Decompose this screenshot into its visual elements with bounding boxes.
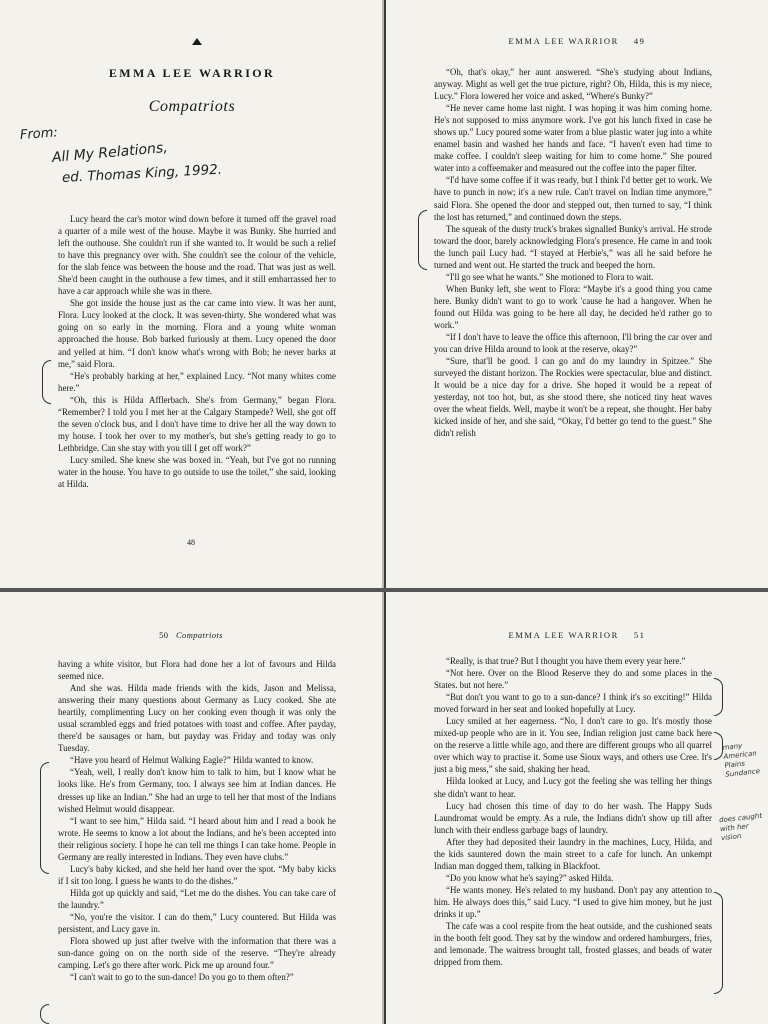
paragraph: “Yeah, well, I really don't know him to talk to him, but I know what he looks like. He's from Germany, too. I always see him at Indian dances. He dresses up like an Indian.” She had an urge to tell her that most of the Indians wished Helmut would disappear. (58, 767, 336, 814)
paragraph: “Have you heard of Helmut Walking Eagle?” Hilda wanted to know. (70, 755, 314, 766)
page-number: 50 (159, 630, 169, 640)
page-51-body (434, 655, 712, 968)
paragraph: “Oh, that's okay,” her aunt answered. “She's studying about Indians, anyway. Might as well get the true picture, right? Oh, Hilda, this is my niece, Lucy.” Flora lowered her voice and asked, “Where's Bunky?” (434, 67, 712, 102)
chapter-ornament (192, 38, 202, 45)
page-50-body (58, 658, 336, 983)
paragraph: Lucy smiled at her eagerness. “No, I don't care to go. It's mostly those mixed-up people who are in it. You see, Indian religion just came back here on the reserve a little while ago, and there are different groups who all quarrel over which way to practise it. Some use Sioux ways, and others use Cree. It's just a big mess,” she said, shaking her head. (434, 716, 712, 775)
paragraph: “I can't wait to go to the sun-dance! Do you go to them often?” (70, 972, 294, 983)
paragraph: “No, you're the visitor. I can do them,” Lucy countered. But Hilda was persistent, and Lucy gave in. (58, 911, 336, 935)
paragraph: Lucy had chosen this time of day to do her wash. The Happy Suds Laundromat would be empty. As a rule, the Indians didn't show up till after lunch with their endless garbage bags of laundry. (434, 800, 712, 835)
page-49 (386, 0, 768, 588)
paragraph: Hilda got up quickly and said, “Let me do the dishes. You can take care of the laundry.” (58, 887, 336, 910)
running-head (386, 630, 768, 640)
margin-bracket (42, 360, 51, 404)
margin-bracket (40, 1004, 49, 1024)
paragraph: “I'll go see what he wants.” She motioned to Flora to wait. (446, 271, 654, 282)
running-head-title: Compatriots (175, 630, 223, 640)
running-head-author: EMMA LEE WARRIOR (508, 36, 619, 46)
paragraph: “He never came home last night. I was hoping it was him coming home. He's not supposed to miss anymore work. I've got his lunch fixed in case he shows up.” Lucy poured some water from a blue plastic water jug into a white enamel basin and washed her hands and face. “I haven't even had time to make coffee. I couldn't sleep waiting for him to come home.” She poured water into a coffeemaker and measured out the coffee into the paper filter. (434, 103, 712, 174)
paragraph: “Do you know what he's saying?” asked Hilda. (446, 872, 614, 883)
paragraph: “I want to see him,” Hilda said. “I heard about him and I read a book he wrote. He seems to know a lot about the Indians, and he's been accepted into their religious society. I hope he can tell me things I can take home. People in Germany are really interested in Indians. They even have clubs.” (58, 815, 336, 862)
paragraph: Lucy heard the car's motor wind down before it turned off the gravel road a quarter of a mile west of the house. Maybe it was Bunky. She hurried and left the outhouse. She couldn't run if she wanted to. It would be such a relief to have this pregnancy over with. She couldn't see the colour of the vehicle, for the slab fence was between the house and the road. That was just as well. She'd been caught in the outhouse a few times, and it still embarrassed her to have a car approach while she was in there. (58, 214, 336, 297)
margin-bracket (418, 210, 427, 270)
page-48-body (58, 213, 336, 490)
paragraph: The cafe was a cool respite from the heat outside, and the cushioned seats in the booth felt good. They sat by the window and ordered hamburgers, fries, and lemonade. The waitress brought tall, frosted glasses, and beads of water dripped from them. (434, 921, 712, 968)
running-head (386, 36, 768, 46)
paragraph: And she was. Hilda made friends with the kids, Jason and Melissa, answering their many questions about Germany as Lucy cooked. She ate heartily, complimenting Lucy on her cooking even though it was only the usual scrambled eggs and fried potatoes with toast and coffee. After payday, there'd be sausages or ham, but payday was Friday and today was only Tuesday. (58, 683, 336, 754)
page-folio: 48 (187, 538, 195, 547)
paragraph: Lucy smiled. She knew she was boxed in. “Yeah, but I've got no running water in the house. You have to go outside to use the toilet,” she said, looking at Hilda. (58, 454, 336, 490)
paragraph: After they had deposited their laundry in the machines, Lucy, Hilda, and the kids sauntered down the main street to a cafe for lunch. An unkempt Indian man dogged them, talking in Blackfoot. (434, 836, 712, 871)
author-name: EMMA LEE WARRIOR (108, 66, 276, 80)
handwritten-source-title: All My Relations, (51, 139, 169, 166)
page-49-body (434, 66, 712, 439)
paragraph: “He's probably barking at her,” explained Lucy. “Not many whites come here.” (58, 370, 336, 393)
handwritten-from: From: (19, 125, 59, 143)
paragraph: “Not here. Over on the Blood Reserve they do and some places in the States. but not here.” (434, 668, 712, 691)
paragraph: “If I don't have to leave the office this afternoon, I'll bring the car over and you can drive Hilda around to look at the reserve, okay?” (434, 332, 712, 355)
paragraph: When Bunky left, she went to Flora: “Maybe it's a good thing you came here. Bunky didn't want to go to work 'cause he had a hangover. When he found out Hilda was going to be here all day, he decided he'd rather go to work.” (434, 283, 712, 330)
margin-note: many American Plains Sundance (722, 741, 761, 779)
paragraph: The squeak of the dusty truck's brakes signalled Bunky's arrival. He strode toward the door, barely acknowledging Flora's presence. He came in and took the lunch pail Lucy had. “I stayed at Herbie's,” was all he said before he turned and went out. He started the truck and beeped the horn. (434, 223, 712, 270)
paragraph: having a white visitor, but Flora had done her a lot of favours and Hilda seemed nice. (58, 659, 336, 682)
paragraph: “He wants money. He's related to my husband. Don't pay any attention to him. He always does this,” said Lucy. “I used to give him money, but he just drinks it up.” (434, 884, 712, 919)
page-51 (386, 592, 768, 1024)
story-title: Compatriots (148, 98, 236, 115)
paragraph: “I'd have some coffee if it was ready, but I think I'd better get to work. We have to punch in now; it's a new rule. Can't travel on Indian time anymore,” said Flora. She opened the door and stepped out, then turned to say, “I think the lost has returned,” and continued down the steps. (434, 175, 712, 222)
paragraph: “Really, is that true? But I thought you have them every year here.” (446, 656, 686, 666)
margin-bracket (714, 678, 723, 716)
margin-bracket (714, 892, 723, 994)
page-number: 49 (633, 36, 646, 46)
page-50 (0, 592, 384, 1024)
paragraph: She got inside the house just as the car came into view. It was her aunt, Flora. Lucy looked at the clock. It was seven-thirty. She wondered what was going on so early in the morning. Flora and a young white woman approached the house. Bob barked furiously at them. Lucy opened the door and yelled at him. “I don't know what's wrong with Bob; he never barks at me,” said Flora. (58, 298, 336, 369)
page-number: 51 (633, 630, 646, 640)
paragraph: “But don't you want to go to a sun-dance? I think it's so exciting!” Hilda moved forward in her seat and looked hopefully at Lucy. (434, 692, 712, 715)
paragraph: Hilda looked at Lucy, and Lucy got the feeling she was telling her things she didn't want to hear. (434, 776, 712, 799)
running-head-author: EMMA LEE WARRIOR (508, 630, 619, 640)
paragraph: Flora showed up just after twelve with the information that there was a sun-dance going on on the north side of the reserve. “They're already camping. Let's go there after work. Pick me up around four.” (58, 936, 336, 971)
handwritten-source-editor: ed. Thomas King, 1992. (61, 161, 223, 186)
paragraph: “Oh, this is Hilda Afflerbach. She's from Germany,” began Flora. “Remember? I told you I met her at the Calgary Stampede? Well, she got off the seven o'clock bus, and I don't have time to drive her all the way down to my house. I took her over to my mother's, but she's getting ready to go to Lethbridge. Can she stay with you till I get off work?” (58, 394, 336, 453)
margin-bracket (40, 762, 49, 874)
running-head (0, 630, 382, 640)
paragraph: “Sure, that'll be good. I can go and do my laundry in Spitzee.” She surveyed the distant horizon. The Rockies were spectacular, blue and distinct. It would be a nice day for a drive. She hoped it would be a repeat of yesterday, not too hot, but, as she stood there, she noticed tiny heat waves over the wheat fields. Well, maybe it won't be a repeat, she thought. Her baby kicked inside of her, and she said, “Okay, I'd better go tend to the guest.” She didn't relish (434, 356, 712, 439)
margin-note: does caught with her vision (718, 811, 763, 843)
page-48 (0, 0, 384, 588)
paragraph: Lucy's baby kicked, and she held her hand over the spot. “My baby kicks if I sit too long. I guess he wants to do the dishes.” (58, 863, 336, 886)
